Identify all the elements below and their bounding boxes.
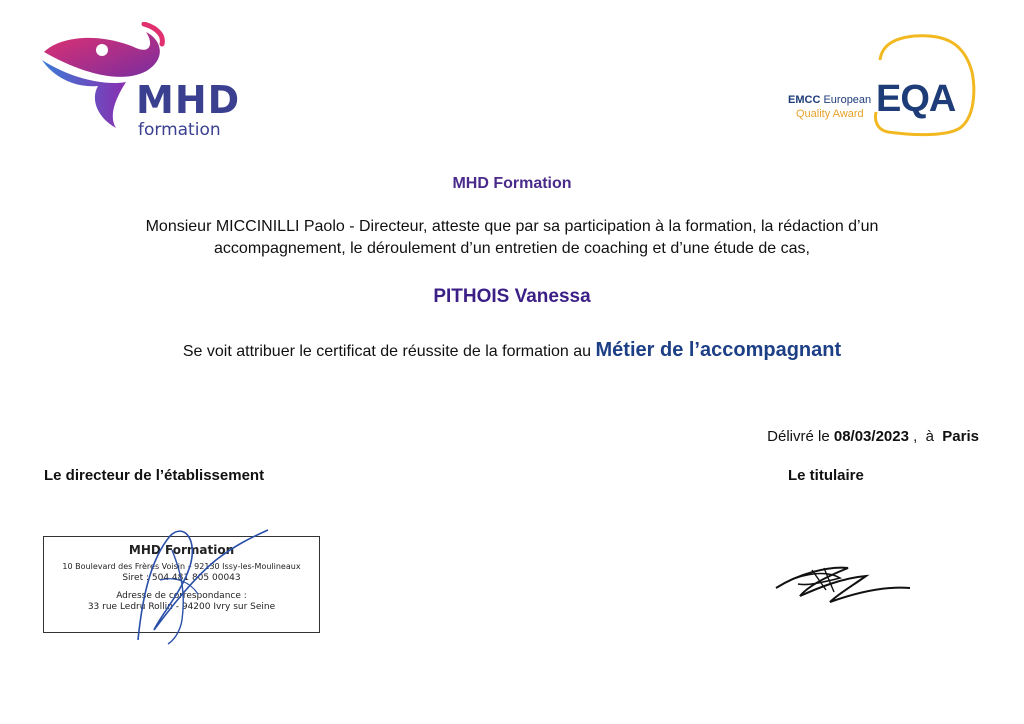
delivery-date: 08/03/2023 <box>833 428 909 445</box>
delivery-line: Délivré le 08/03/2023 , à Paris <box>767 428 979 445</box>
quality-award-text: Quality Award <box>796 108 864 120</box>
stamp-correspondence-address: 33 rue Ledru Rollin - 94200 Ivry sur Seine <box>87 602 276 612</box>
organization-title: MHD Formation <box>452 175 572 192</box>
delivery-at: à <box>925 428 934 445</box>
holder-label: Le titulaire <box>788 467 864 484</box>
stamp-correspondence-label: Adresse de correspondance : <box>116 591 247 601</box>
award-line <box>0 339 1024 362</box>
logo-brand-text: MHD <box>136 78 241 122</box>
director-label: Le directeur de l’établissement <box>44 467 265 484</box>
mhd-formation-logo <box>40 22 240 142</box>
emcc-text: EMCC European <box>788 94 872 106</box>
emcc-eqa-logo <box>784 32 984 142</box>
recipient-name: PITHOIS Vanessa <box>433 286 591 307</box>
attestation-text: Monsieur MICCINILLI Paolo - Directeur, atteste que par sa participation à la formation, la rédaction d’un accompagnement, le déroulement d’un entretien de coaching et d’une étude de cas, <box>145 218 879 257</box>
stamp-siret: Siret : 504 481 805 00043 <box>122 573 241 583</box>
delivery-city: Paris <box>942 428 979 445</box>
holder-signature <box>768 548 918 610</box>
eqa-text: EQA <box>876 78 956 120</box>
award-prefix: Se voit attribuer le certificat de réussite de la formation au <box>182 343 592 360</box>
logo-sub-text: formation <box>138 120 221 140</box>
director-signature <box>120 520 280 650</box>
stamp-address: 10 Boulevard des Frères Voisin – 92130 Issy-les-Moulineaux <box>62 562 301 571</box>
stamp-name: MHD Formation <box>128 543 235 557</box>
delivered-prefix: Délivré le <box>767 428 830 445</box>
course-name: Métier de l’accompagnant <box>595 339 842 361</box>
